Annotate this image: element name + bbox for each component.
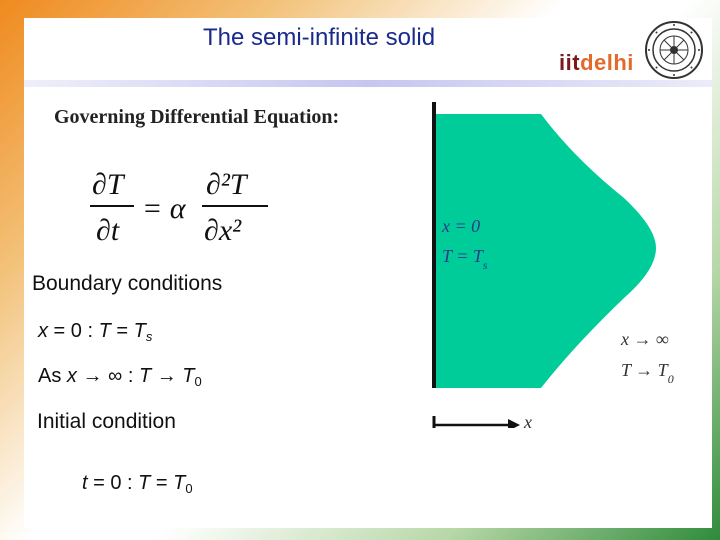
slide [24,18,712,528]
far-label-t-main: T → T [621,360,668,380]
iitd-seal-icon [644,20,704,80]
ic1-mid: = 0 : [87,472,139,494]
x-axis-label: x [524,412,532,428]
boundary-condition-1 [38,320,152,344]
logo-iit: iit [559,50,581,75]
eq-lhs-bottom: ∂t [96,214,120,246]
bc2-t: T [138,365,152,387]
bc2-sub: 0 [194,374,202,389]
ic1-t0: T [173,472,186,494]
bc1-t: T [98,320,111,342]
far-label-t [621,360,674,386]
ic1-temp: T [138,472,151,494]
title-divider [24,80,712,87]
bc2-t0: T [182,365,195,387]
semi-infinite-solid-diagram [424,98,704,428]
surface-label-t-main: T = T [442,246,483,266]
eq-equals-alpha: = α [142,192,186,225]
ic1-t: t [82,472,88,494]
bc1-ts: T [133,320,146,342]
governing-equation-heading: Governing Differential Equation: [54,106,340,128]
bc2-eq: → [151,365,183,387]
surface-label-t-sub: s [482,258,488,272]
bc2-x: x [66,365,77,387]
bc2-pre: As [38,365,67,387]
slide-title: The semi-infinite solid [202,24,436,51]
x-axis-arrowhead-icon [508,419,520,428]
eq-rhs-top: ∂²T [206,168,247,201]
boundary-conditions-heading: Boundary conditions [32,272,223,295]
far-label-x: x → ∞ [621,329,669,349]
ic1-sub: 0 [185,481,193,496]
bc1-mid: = 0 : [48,320,99,342]
initial-condition-heading: Initial condition [37,410,176,433]
eq-rhs-bottom: ∂x² [204,214,242,246]
bc1-x: x [38,320,48,342]
eq-lhs-top: ∂T [92,168,124,201]
bc1-sub: s [145,329,153,344]
logo-delhi: delhi [580,50,634,75]
surface-label-x: x = 0 [442,216,481,236]
iitd-logo-text [559,50,634,76]
ic1-eq: = [150,472,174,494]
bc1-eq: = [110,320,134,342]
initial-condition-1 [82,472,193,496]
boundary-condition-2 [38,365,202,389]
bc2-mid: → ∞ : [76,365,139,387]
far-label-t-sub: 0 [667,372,674,386]
heat-equation [88,156,278,246]
